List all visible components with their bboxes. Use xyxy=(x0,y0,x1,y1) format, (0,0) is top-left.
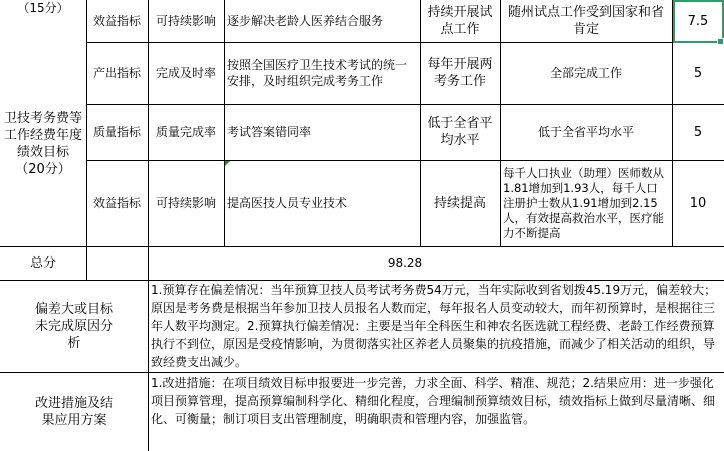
grid-line xyxy=(0,372,724,373)
indicator-type: 效益指标 xyxy=(92,196,141,210)
indicator-subtype: 可持续影响 xyxy=(155,14,216,28)
fill-handle[interactable] xyxy=(717,38,724,45)
grid-line xyxy=(86,104,724,105)
cell-indicator-top[interactable] xyxy=(224,0,420,42)
grid-line xyxy=(86,0,87,280)
grid-line xyxy=(420,0,421,246)
score-value: 5 xyxy=(693,124,703,140)
actual-value: 每千人口执业（助理）医师数从1.81增加到1.93人，每千人口注册护士数从1.91增加到2.15人，有效提高救治水平，医疗能力不断提高 xyxy=(503,165,664,240)
cell-target-r2[interactable] xyxy=(420,104,500,160)
cell-score-r2[interactable] xyxy=(672,104,724,160)
deviation-text-cell[interactable] xyxy=(148,280,724,372)
cell-target-r3[interactable] xyxy=(420,160,500,246)
cell-actual-top[interactable] xyxy=(500,0,672,42)
cell-type-top[interactable] xyxy=(86,0,148,42)
target-value: 持续开展试点工作 xyxy=(427,5,493,37)
total-label-cell[interactable] xyxy=(0,246,86,280)
grid-line xyxy=(224,0,225,246)
block-label: 卫技考务费等工作经费年度绩效目标（20分） xyxy=(3,111,82,177)
cell-type-r2[interactable] xyxy=(86,104,148,160)
cell-target-r1[interactable] xyxy=(420,42,500,104)
score-value: 7.5 xyxy=(687,13,709,29)
cell-subtype-r3[interactable] xyxy=(148,160,224,246)
score-value: 10 xyxy=(689,195,707,211)
cell-type-r1[interactable] xyxy=(86,42,148,104)
block-label-cell[interactable] xyxy=(0,42,86,246)
cell-subtype-r2[interactable] xyxy=(148,104,224,160)
score-label-cell[interactable] xyxy=(0,0,86,42)
cell-subtype-top[interactable] xyxy=(148,0,224,42)
cell-indicator-r3[interactable] xyxy=(224,160,420,246)
indicator-subtype: 质量完成率 xyxy=(155,125,216,139)
cell-target-top[interactable] xyxy=(420,0,500,42)
total-value-cell[interactable] xyxy=(86,246,724,280)
cell-subtype-r1[interactable] xyxy=(148,42,224,104)
grid-line xyxy=(0,280,724,281)
grid-line xyxy=(148,0,149,451)
deviation-label-cell[interactable] xyxy=(0,280,148,372)
target-value: 持续提高 xyxy=(433,195,486,211)
improve-label-cell[interactable] xyxy=(0,372,148,451)
improve-text: 1.改进措施：在项目绩效目标申报要进一步完善，力求全面、科学、精准、规范；2.结果应用：进一步强化项目预算管理，提高预算编制科学化、精细化程度，合理编制预算绩效目标，绩效指标上做到尽量清晰、细化、可衡量；制订项目支出管理制度，明确职责和管理内容，加强监管。 xyxy=(151,376,716,426)
cell-actual-r1[interactable] xyxy=(500,42,672,104)
indicator-text: 考试答案错同率 xyxy=(227,125,312,139)
deviation-label: 偏差大或目标未完成原因分析 xyxy=(34,301,113,351)
indicator-type: 产出指标 xyxy=(92,66,141,80)
comment-marker[interactable] xyxy=(225,161,230,166)
indicator-subtype: 完成及时率 xyxy=(155,66,216,80)
deviation-text: 1.预算存在偏差情况：当年预算卫技人员考试考务费54万元，当年实际收到省划拨45.19万元，偏差较大；原因是考务费是根据当年参加卫技人员报名人数而定，每年报名人员变动较大，而年初预算时，是根据往三年人数平均测定。2.预算执行偏差情况：主要是当年全科医生和神农名医选就工程经费、老龄工作经费预算执行不到位，原因是受疫情影响，为贯彻落实社区养老人员聚集的抗疫措施，而减少了相关活动的组织，导致经费支出减少。 xyxy=(151,283,717,369)
actual-value: 随州试点工作受到国家和省肯定 xyxy=(507,5,664,37)
cell-type-r3[interactable] xyxy=(86,160,148,246)
score-label: （15分） xyxy=(17,1,69,15)
improve-text-cell[interactable] xyxy=(148,372,724,451)
actual-value: 低于全省平均水平 xyxy=(537,125,634,139)
grid-line xyxy=(86,42,724,43)
total-label: 总分 xyxy=(29,255,56,271)
total-value: 98.28 xyxy=(387,256,423,270)
target-value: 低于全省平均水平 xyxy=(427,116,493,148)
indicator-type: 效益指标 xyxy=(92,14,141,28)
grid-line xyxy=(0,246,724,247)
indicator-subtype: 可持续影响 xyxy=(155,196,216,210)
target-value: 每年开展两考务工作 xyxy=(427,57,493,89)
actual-value: 全部完成工作 xyxy=(549,66,622,80)
cell-actual-r3[interactable] xyxy=(500,160,672,246)
indicator-text: 逐步解决老龄人医养结合服务 xyxy=(227,14,384,28)
indicator-text: 按照全国医疗卫生技术考试的统一安排，及时组织完成考务工作 xyxy=(227,58,408,88)
cell-indicator-r1[interactable] xyxy=(224,42,420,104)
indicator-type: 质量指标 xyxy=(92,125,141,139)
cell-selection xyxy=(673,0,724,43)
grid-line xyxy=(86,160,724,161)
grid-line xyxy=(500,0,501,246)
indicator-text: 提高医技人员专业技术 xyxy=(227,196,348,210)
cell-actual-r2[interactable] xyxy=(500,104,672,160)
cell-score-r1[interactable] xyxy=(672,42,724,104)
cell-score-r3[interactable] xyxy=(672,160,724,246)
score-value: 5 xyxy=(693,65,703,81)
cell-indicator-r2[interactable] xyxy=(224,104,420,160)
improve-label: 改进措施及结果应用方案 xyxy=(34,395,113,428)
